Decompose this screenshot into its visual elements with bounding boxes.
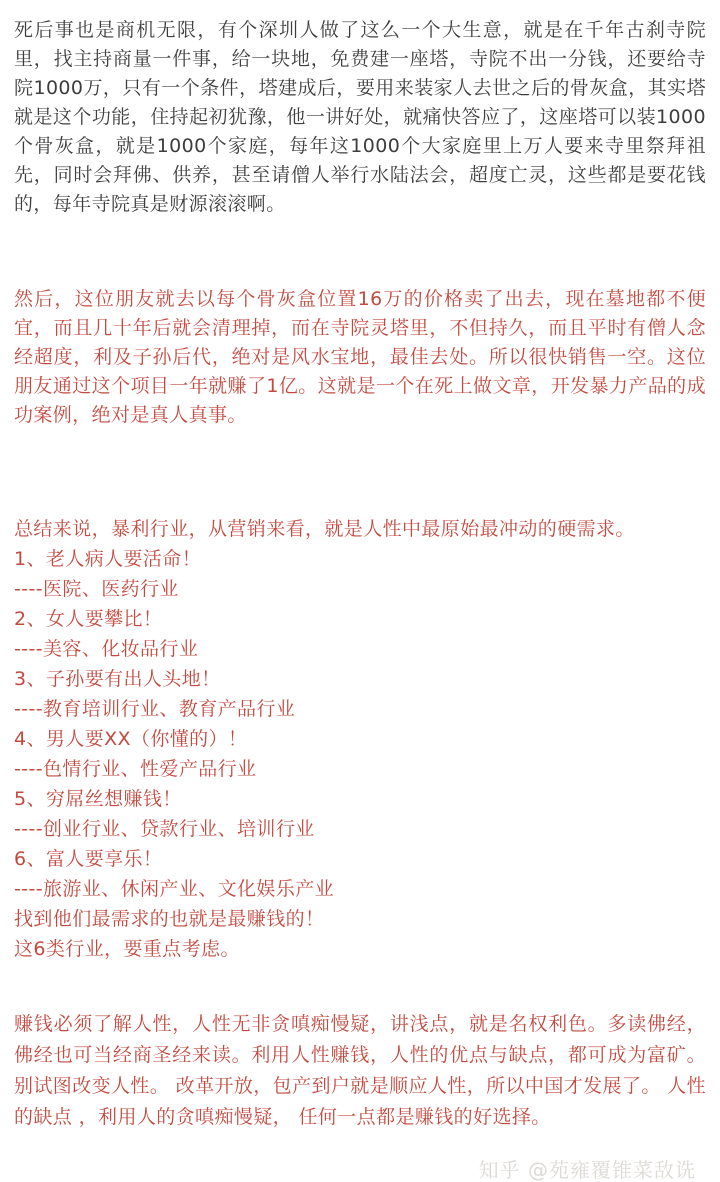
summary-item-industries: ----色情行业、性爱产品行业	[14, 758, 257, 780]
zhihu-watermark: 知乎 @苑雍覆锥菜敌诜	[478, 1158, 696, 1182]
paragraph-human-nature: 赚钱必须了解人性，人性无非贪嗔痴慢疑，讲浅点，就是名权利色。多读佛经，佛经也可当经商圣经来读。利用人性赚钱，人性的优点与缺点，都可成为富矿。 别试图改变人性。 改革开放，包产到户就是顺应人性，所以中国才发展了。 人性的缺点 ，利用人的贪嗔痴慢疑， 任何一点都是赚钱的好选择。	[14, 1013, 706, 1128]
paragraph-business-story: 死后事也是商机无限，有个深圳人做了这么一个大生意，就是在千年古刹寺院里，找主持商量一件事，给一块地，免费建一座塔，寺院不出一分钱，还要给寺院1000万，只有一个条件，塔建成后，要用来装家人去世之后的骨灰盒，其实塔就是这个功能，住持起初犹豫，他一讲好处，就痛快答应了，这座塔可以装1000个骨灰盒，就是1000个家庭，每年这1000个大家庭里上万人要来寺里祭拜祖先，同时会拜佛、供养，甚至请僧人举行水陆法会，超度亡灵，这些都是要花钱的，每年寺院真是财源滚滚啊。	[14, 19, 706, 215]
paragraph-sales-result: 然后，这位朋友就去以每个骨灰盒位置16万的价格卖了出去，现在墓地都不便宜，而且几十年后就会清理掉，而在寺院灵塔里，不但持久，而且平时有僧人念经超度，利及子孙后代，绝对是风水宝地，最佳去处。所以很快销售一空。这位朋友通过这个项目一年就赚了1亿。这就是一个在死上做文章，开发暴力产品的成功案例，绝对是真人真事。	[14, 288, 706, 426]
summary-item-title: 5、穷屌丝想赚钱！	[14, 788, 182, 810]
summary-item-title: 2、女人要攀比！	[14, 608, 163, 630]
summary-item-title: 1、老人病人要活命！	[14, 548, 202, 570]
summary-item-industries: ----创业行业、贷款行业、培训行业	[14, 818, 315, 840]
summary-item-title: 3、子孙要有出人头地！	[14, 668, 221, 690]
summary-item-industries: ----教育培训行业、教育产品行业	[14, 698, 296, 720]
summary-item-industries: ----旅游业、休闲产业、文化娱乐产业	[14, 878, 335, 900]
summary-item-title: 4、男人要XX（你懂的）！	[14, 728, 248, 750]
summary-outro-focus: 这6类行业，要重点考虑。	[14, 938, 240, 960]
summary-section	[14, 514, 706, 964]
summary-item-industries: ----美容、化妆品行业	[14, 638, 199, 660]
summary-item-title: 6、富人要享乐！	[14, 848, 163, 870]
summary-intro: 总结来说，暴利行业，从营销来看，就是人性中最原始最冲动的硬需求。	[14, 518, 635, 540]
summary-item-industries: ----医院、医药行业	[14, 578, 179, 600]
summary-outro-demand: 找到他们最需求的也就是最赚钱的！	[14, 908, 325, 930]
